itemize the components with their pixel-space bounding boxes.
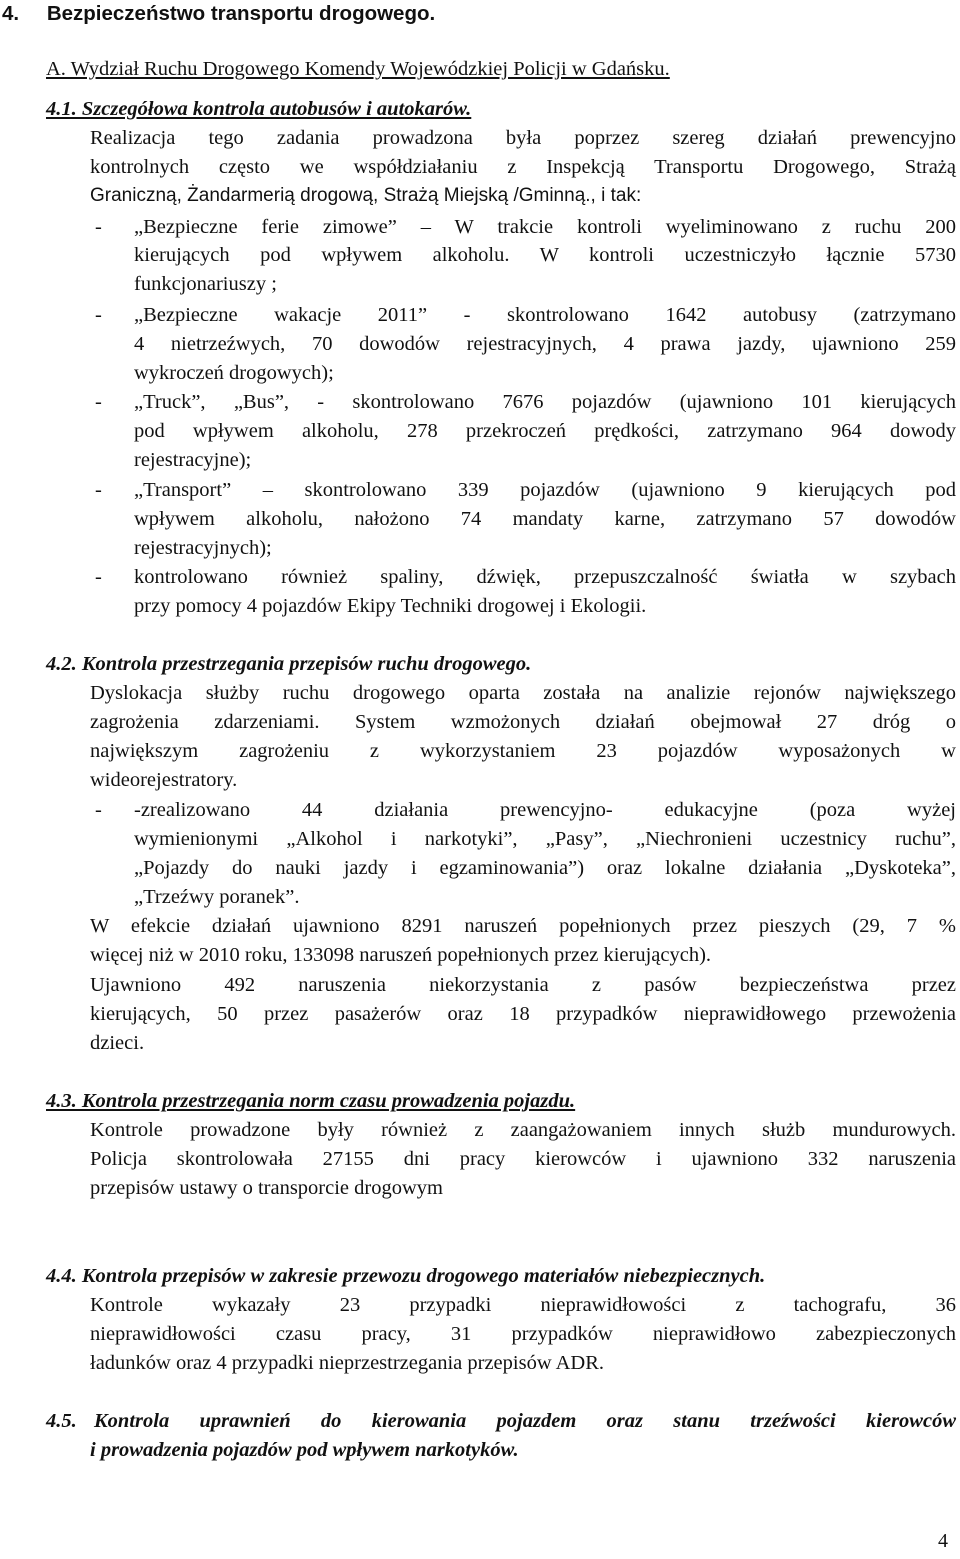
list-item-line: „Trzeźwy poranek”.: [134, 886, 300, 908]
list-item-line: 4 nietrzeźwych, 70 dowodów rejestracyjnych, 4 prawa jazdy, ujawniono 259: [134, 333, 956, 355]
paragraph-line: zagrożenia zdarzeniami. System wzmożonych działań obejmował 27 dróg o: [90, 711, 956, 733]
paragraph-line: największym zagrożeniu z wykorzystaniem 23 pojazdów wyposażonych w: [90, 740, 956, 762]
subsection-4-4-title: 4.4. Kontrola przepisów w zakresie przewozu drogowego materiałów niebezpiecznych.: [46, 1265, 766, 1287]
list-item-line: wymienionymi „Alkohol i narkotyki”, „Pasy”, „Niechronieni uczestnicy ruchu”,: [134, 828, 956, 850]
subsection-4-1-title: 4.1. Szczegółowa kontrola autobusów i autokarów.: [46, 98, 472, 120]
paragraph-line: wideorejestratory.: [90, 769, 238, 791]
list-item-line: funkcjonariuszy ;: [134, 273, 277, 295]
list-item-line: kierujących pod wpływem alkoholu. W kontroli uczestniczyło łącznie 5730: [134, 244, 956, 266]
subsection-4-3-title: 4.3. Kontrola przestrzegania norm czasu prowadzenia pojazdu.: [46, 1090, 576, 1112]
list-item-line: „Pojazdy do nauki jazdy i egzaminowania”) oraz lokalne działania „Dyskoteka”,: [134, 857, 956, 879]
paragraph-line: nieprawidłowości czasu pracy, 31 przypadków nieprawidłowo zabezpieczonych: [90, 1323, 956, 1345]
paragraph-line: dzieci.: [90, 1032, 145, 1054]
subsection-4-5-number: 4.5.: [46, 1410, 77, 1432]
paragraph-line: kontrolnych często we współdziałaniu z Inspekcją Transportu Drogowego, Strażą: [90, 156, 956, 178]
list-item-line: wpływem alkoholu, nałożono 74 mandaty karne, zatrzymano 57 dowodów: [134, 508, 956, 530]
list-item-line: „Bezpieczne wakacje 2011” - skontrolowano 1642 autobusy (zatrzymano: [134, 304, 956, 326]
page-number: 4: [938, 1530, 948, 1552]
bullet-dash: -: [95, 566, 102, 588]
list-item-line: pod wpływem alkoholu, 278 przekroczeń prędkości, zatrzymano 964 dowody: [134, 420, 956, 442]
subsection-4-2-title: 4.2. Kontrola przestrzegania przepisów ruchu drogowego.: [46, 653, 532, 675]
paragraph-line: przepisów ustawy o transporcie drogowym: [90, 1177, 443, 1199]
section-number: 4.: [2, 2, 20, 25]
paragraph-line: W efekcie działań ujawniono 8291 naruszeń popełnionych przez pieszych (29, 7 %: [90, 915, 956, 937]
subsection-4-5-title: Kontrola uprawnień do kierowania pojazdem oraz stanu trzeźwości kierowców: [94, 1410, 956, 1432]
paragraph-line: Policja skontrolowała 27155 dni pracy kierowców i ujawniono 332 naruszenia: [90, 1148, 956, 1170]
paragraph-line: Realizacja tego zadania prowadzona była poprzez szereg działań prewencyjno: [90, 127, 956, 149]
list-item-line: rejestracyjne);: [134, 449, 252, 471]
subsection-a-heading: A. Wydział Ruchu Drogowego Komendy Wojewódzkiej Policji w Gdańsku.: [46, 58, 670, 80]
list-item-line: kontrolowano również spaliny, dźwięk, przepuszczalność światła w szybach: [134, 566, 956, 588]
paragraph-line: Kontrole wykazały 23 przypadki nieprawidłowości z tachografu, 36: [90, 1294, 956, 1316]
list-item-line: rejestracyjnych);: [134, 537, 272, 559]
paragraph-line: Graniczną, Żandarmerią drogową, Strażą Miejską /Gminną., i tak:: [90, 185, 642, 206]
paragraph-line: więcej niż w 2010 roku, 133098 naruszeń popełnionych przez kierujących).: [90, 944, 712, 966]
bullet-dash: -: [95, 799, 102, 821]
list-item-line: przy pomocy 4 pojazdów Ekipy Techniki drogowej i Ekologii.: [134, 595, 647, 617]
paragraph-line: kierujących, 50 przez pasażerów oraz 18 przypadków nieprawidłowego przewożenia: [90, 1003, 956, 1025]
bullet-dash: -: [95, 391, 102, 413]
section-heading: [2, 4, 435, 25]
list-item-line: „Truck”, „Bus”, - skontrolowano 7676 pojazdów (ujawniono 101 kierujących: [134, 391, 956, 413]
section-title: Bezpieczeństwo transportu drogowego.: [46, 2, 436, 25]
bullet-dash: -: [95, 304, 102, 326]
paragraph-line: Ujawniono 492 naruszenia niekorzystania z pasów bezpieczeństwa przez: [90, 974, 956, 996]
paragraph-line: ładunków oraz 4 przypadki nieprzestrzegania przepisów ADR.: [90, 1352, 605, 1374]
bullet-dash: -: [95, 479, 102, 501]
list-item-line: „Bezpieczne ferie zimowe” – W trakcie kontroli wyeliminowano z ruchu 200: [134, 216, 956, 238]
paragraph-line: Kontrole prowadzone były również z zaangażowaniem innych służb mundurowych.: [90, 1119, 956, 1141]
list-item-line: -zrealizowano 44 działania prewencyjno- edukacyjne (poza wyżej: [134, 799, 956, 821]
subsection-4-5-title: i prowadzenia pojazdów pod wpływem narkotyków.: [90, 1439, 519, 1461]
paragraph-line: Dyslokacja służby ruchu drogowego oparta została na analizie rejonów największego: [90, 682, 956, 704]
bullet-dash: -: [95, 216, 102, 238]
list-item-line: wykroczeń drogowych);: [134, 362, 334, 384]
list-item-line: „Transport” – skontrolowano 339 pojazdów (ujawniono 9 kierujących pod: [134, 479, 956, 501]
